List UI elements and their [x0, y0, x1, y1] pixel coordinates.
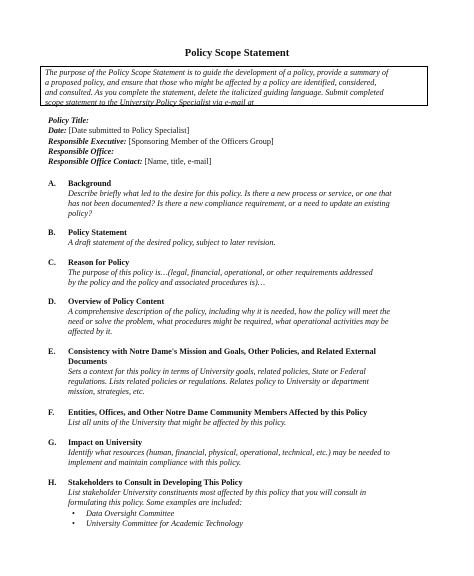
- section-body: [68, 268, 373, 288]
- section-line: Sets a context for this policy in terms of University goals, related policies, State or Federal: [68, 367, 366, 376]
- section-letter: F.: [48, 408, 55, 417]
- section-letter: C.: [48, 258, 56, 267]
- section-letter: E.: [48, 347, 56, 356]
- intro-line: and consulted. As you complete the statement, delete the italicized guiding language. Submit completed: [45, 88, 384, 97]
- section-letter: G.: [48, 438, 57, 447]
- intro-box: [40, 66, 428, 106]
- section-heading: Entities, Offices, and Other Notre Dame Community Members Affected by this Policy: [68, 408, 368, 417]
- stakeholder-list: [72, 509, 243, 529]
- office-label: Responsible Office:: [48, 146, 115, 156]
- section-heading-cont: Documents: [68, 357, 108, 366]
- policy-title-label: Policy Title:: [48, 116, 89, 125]
- section-body: [68, 488, 366, 508]
- section-body: [68, 307, 390, 337]
- section-body: [68, 238, 276, 248]
- section-line: List all units of the University that might be affected by this policy.: [68, 418, 287, 427]
- section-heading: Impact on University: [68, 438, 143, 447]
- section-line: by the policy and the policy and associated procedures is)…: [68, 278, 265, 287]
- policy-title-row: [48, 116, 274, 126]
- intro-line: The purpose of the Policy Scope Statement is to guide the development of a policy, provide a summary of: [45, 68, 389, 77]
- list-item: • University Committee for Academic Technology: [72, 519, 243, 529]
- section-line: The purpose of this policy is…(legal, financial, operational, or other requirements addressed: [68, 268, 373, 277]
- date-value: [Date submitted to Policy Specialist]: [66, 126, 190, 136]
- intro-line: a proposed policy, and ensure that those who might be affected by a policy are identified, considered,: [45, 78, 377, 87]
- section-line: mission, strategies, etc.: [68, 387, 145, 396]
- section-letter: A.: [48, 179, 56, 188]
- executive-value: [Sponsoring Member of the Officers Group]: [126, 136, 274, 146]
- section-line: regulations. Lists related policies or regulations. Relates policy to University or department: [68, 377, 369, 386]
- section-line: Identify what resources (human, financial, physical, operational, technical, etc.) may be needed to: [68, 448, 390, 457]
- policy-meta: [48, 116, 274, 167]
- section-line: Describe briefly what led to the desire for this policy. Is there a new process or service, or one that: [68, 189, 392, 198]
- date-row: [48, 126, 274, 136]
- document-title: Policy Scope Statement: [184, 48, 290, 59]
- section-body: [68, 189, 392, 219]
- section-body: [68, 448, 390, 468]
- section-heading: Reason for Policy: [68, 258, 130, 267]
- contact-value: [Name, title, e-mail]: [142, 157, 212, 167]
- section-letter: H.: [48, 478, 57, 487]
- section-line: has not been documented? Is there a new compliance requirement, or a need to update an existing: [68, 199, 390, 208]
- section-heading: Background: [68, 179, 112, 188]
- contact-label: Responsible Office Contact:: [48, 157, 143, 167]
- section-letter: D.: [48, 297, 56, 306]
- office-row: [48, 147, 274, 157]
- section-line: List stakeholder University constituents most affected by this policy that you will consult in: [68, 488, 367, 497]
- section-heading: Policy Statement: [68, 228, 127, 237]
- section-line: policy?: [68, 209, 93, 218]
- executive-label: Responsible Executive:: [48, 136, 127, 146]
- intro-line: scope statement to the University Policy Specialist via e-mail at: [45, 98, 254, 107]
- date-label: Date:: [48, 126, 67, 136]
- section-heading: Stakeholders to Consult in Developing This Policy: [68, 478, 243, 487]
- section-body: [68, 418, 286, 428]
- section-line: formulating this policy. Some examples are included:: [68, 498, 243, 507]
- section-line: implement and maintain compliance with this policy.: [68, 458, 242, 467]
- section-line: affected by it.: [68, 327, 113, 336]
- section-line: A draft statement of the desired policy, subject to later revision.: [68, 238, 276, 247]
- section-body: [68, 367, 369, 397]
- executive-row: [48, 137, 274, 147]
- contact-row: [48, 157, 274, 167]
- section-heading: Consistency with Notre Dame's Mission and Goals, Other Policies, and Related External: [68, 347, 376, 356]
- section-heading: Overview of Policy Content: [68, 297, 165, 306]
- section-line: need or solve the problem, what procedures might be required, what operational activities may be: [68, 317, 389, 326]
- section-letter: B.: [48, 228, 56, 237]
- section-line: A comprehensive description of the policy, including why it is needed, how the policy will meet the: [68, 307, 390, 316]
- list-item: • Data Oversight Committee: [72, 509, 243, 519]
